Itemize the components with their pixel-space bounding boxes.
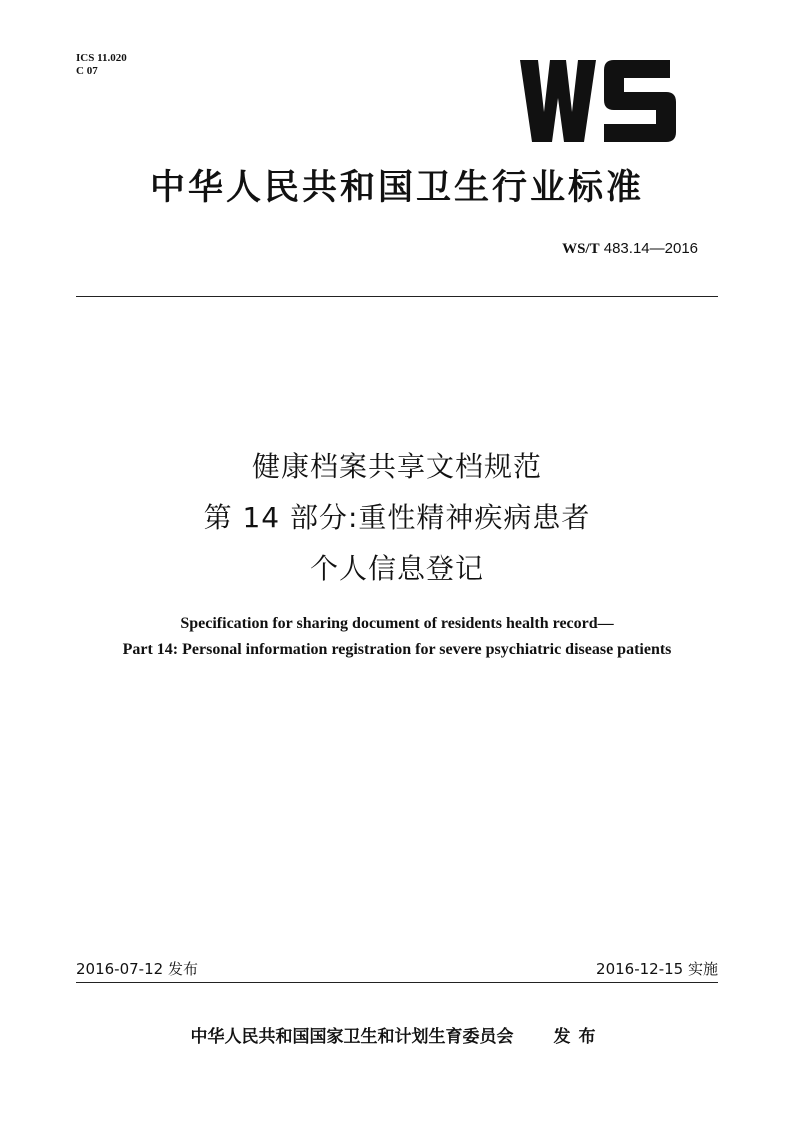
- issue-date: 2016-07-12 发布: [76, 960, 198, 978]
- cn-title-line-3: 个人信息登记: [309, 552, 484, 585]
- standard-category-title: 中华人民共和国卫生行业标准: [149, 168, 644, 208]
- implement-date: 2016-12-15 实施: [596, 960, 718, 978]
- cn-title-line-1: 健康档案共享文档规范: [251, 450, 542, 483]
- issuer-action: 发布: [553, 1027, 604, 1047]
- ccs-code: C 07: [76, 65, 98, 77]
- classification-codes: [76, 52, 127, 78]
- footer-divider: [76, 982, 718, 983]
- header-divider: [76, 296, 718, 297]
- ws-logo: [520, 60, 676, 142]
- standard-number: [562, 240, 698, 258]
- standard-number-prefix: WS/T: [562, 241, 600, 257]
- ics-code: ICS 11.020: [76, 52, 127, 64]
- en-title-line-2: Part 14: Personal information registration for severe psychiatric disease patients: [122, 641, 672, 658]
- issuing-authority: [0, 1022, 794, 1047]
- standard-number-value: 483.14—2016: [603, 240, 698, 257]
- issuer-name: 中华人民共和国国家卫生和计划生育委员会: [190, 1027, 514, 1047]
- cn-title-line-2: 第 14 部分:重性精神疾病患者: [203, 501, 591, 534]
- en-title-line-1: Specification for sharing document of residents health record—: [180, 615, 614, 632]
